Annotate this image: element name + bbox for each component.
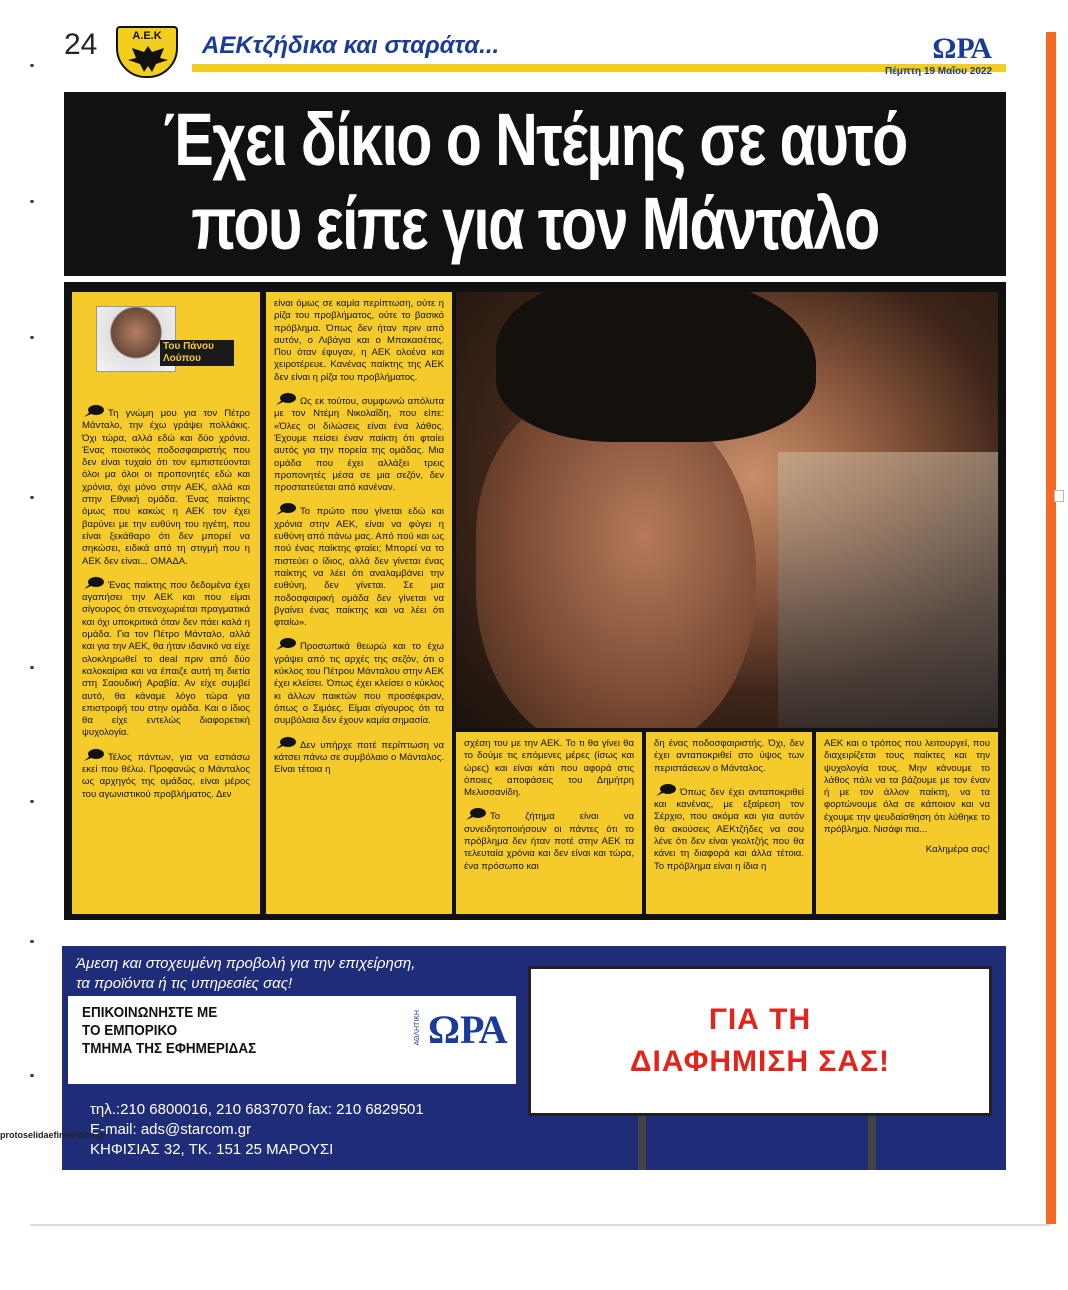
section-title: ΑΕΚτζήδικα και σταράτα...	[202, 32, 500, 59]
aek-logo-text: Α.Ε.Κ	[132, 30, 162, 42]
ad-email: E-mail: ads@starcom.gr	[90, 1121, 252, 1138]
pen-icon	[82, 576, 104, 590]
pen-icon	[82, 748, 104, 762]
article-column-1	[72, 292, 260, 914]
paragraph: δη ένας ποδοσφαιριστής. Όχι, δεν έχει ανταποκριθεί στο ύψος των περιστάσεων ο Μάνταλος.	[654, 738, 804, 774]
bottom-rule	[30, 1224, 1050, 1226]
ad-address: ΚΗΦΙΣΙΑΣ 32, ΤΚ. 151 25 ΜΑΡΟΥΣΙ	[90, 1141, 334, 1158]
pen-icon	[654, 783, 676, 797]
column-text	[274, 298, 444, 784]
article	[64, 282, 1006, 920]
author-byline	[160, 340, 234, 366]
issue-date: Πέμπτη 19 Μαΐου 2022	[885, 66, 992, 77]
page-header	[62, 26, 1006, 82]
billboard	[528, 966, 992, 1116]
column-text	[82, 404, 250, 809]
paragraph: ΑΕΚ και ο τρόπος που λειτουργεί, που διαχειρίζεται τους παίκτες και την ψυχολογία τους. Μην κάνουμε το λάθος πάλι να τα βάζουμε με τον έναν ή με τον άλλον παίκτη, να τα φορτώνουμε όλα σε κάποιον και να έχουμε την ψευδαίσθηση ότι λύθηκε το πρόβλημα. Νισάφι πια...	[824, 738, 990, 836]
pen-icon	[82, 404, 104, 418]
article-column-4	[646, 732, 812, 914]
paragraph: Ένας παίκτης που δεδομένα έχει αγαπήσει την ΑΕΚ και που είμαι σίγουρος ότι στενοχωριέται πραγματικά και όχι υποκριτικά όταν δεν πάει καλά η ομάδα. Για τον Πέτρο Μάνταλο, αλλά και για την ΑΕΚ, θα ήταν ιδανικό να είχε ολοκληρωθεί το deal πριν από δύο καλοκαίρια και να έπαιζε αυτή τη διετία στη Σαουδική Αραβία. Αν είχε συμβεί αυτό, θα κάναμε λόγο τώρα για επιστροφή του στην ομάδα. Και ο ίδιος θα είχε εντελώς διαφορετική ψυχολογία.	[82, 576, 250, 740]
ad-logo-subtitle: ΑΘΛΗΤΙΚΗ	[414, 1010, 421, 1046]
eagle-icon	[126, 42, 170, 74]
ad-tagline-line-2: τα προϊόντα ή τις υπηρεσίες σας!	[76, 975, 293, 992]
ad-phone: τηλ.:210 6800016, 210 6837070 fax: 210 6829501	[90, 1101, 424, 1118]
column-text	[464, 738, 634, 881]
billboard-text: ΓΙΑ ΤΗ ΔΙΑΦΗΜΙΣΗ ΣΑΣ!	[629, 1003, 891, 1078]
ad-contact-details	[90, 1100, 424, 1160]
paragraph: Το πρώτο που γίνεται εδώ και χρόνια στην ΑΕΚ, είναι να φύγει η ευθύνη από πάνω μας. Από πού και ως πού ένας παίκτης φταίει; Μπορεί να το πιστεύει ο ίδιος, αλλά δεν γίνεται ένας παίκτης να λέει ότι αναλαμβάνει την ευθύνη, δεν γίνεται. Σε μια ποδοσφαιρική ομάδα δεν γίνεται να βγαίνει ένας παίκτης και να λέει ότι φταίω».	[274, 502, 444, 629]
source-credit: protoselidaefimeridon.gr	[0, 1130, 107, 1140]
header-rule	[192, 64, 1006, 72]
paragraph: Το ζήτημα είναι να συνειδητοποιήσουν οι πάντες ότι το πρόβλημα δεν ήταν ποτέ στην ΑΕΚ τα τελευταία χρόνια και δεν είναι και τώρα, ένα πρόσωπο και	[464, 807, 634, 872]
ad-tagline	[76, 954, 415, 994]
headline-line-2: που είπε για τον Μάνταλο	[191, 182, 879, 265]
page-edge-bar	[1046, 32, 1056, 1224]
pen-icon	[464, 807, 486, 821]
newspaper-brand: ΩΡΑ	[932, 32, 992, 65]
article-signoff: Καλημέρα σας!	[925, 844, 990, 856]
pen-icon	[274, 392, 296, 406]
ad-tagline-line-1: Άμεση και στοχευμένη προβολή για την επιχείρηση,	[76, 955, 416, 972]
headline	[158, 98, 912, 266]
paragraph: Ως εκ τούτου, συμφωνώ απόλυτα με τον Ντέμη Νικολαΐδη, που είπε: «Όλες οι διλώσεις είναι ένα λάθος. Έχουμε πείσει έναν παίκτη ότι φταίει αυτός για την πορεία της ομάδας. Μια ομάδα που έχει αλλάξει τρεις προπονητές μέσα σε μια σεζόν, δεν προστατεύεται από κανέναν.	[274, 392, 444, 494]
article-column-5	[816, 732, 998, 914]
paragraph: Προσωπικά θεωρώ και το έχω γράψει από τις αρχές της σεζόν, ότι ο κύκλος του Πέτρου Μάνταλου στην ΑΕΚ έχει κλείσει. Όπως έχει κλείσει ο κύκλος κι άλλων παικτών που προσέφεραν, όπως ο Σιμόες. Είμαι σίγουρος ότι τα συμβόλαια δεν έχουν καμία σημασία.	[274, 637, 444, 727]
ad-logo: ΩΡΑ	[428, 1007, 508, 1052]
paragraph: σχέση του με την ΑΕΚ. Το τι θα γίνει θα το δούμε τις επόμενες μέρες (ίσως και ώρες) και είναι κάτι που αφορά στις όποιες αποφάσεις του Δημήτρη Μελισσανίδη.	[464, 738, 634, 799]
ad-contact-panel	[68, 996, 516, 1084]
headline-line-1: Έχει δίκιο ο Ντέμης σε αυτό	[163, 98, 907, 181]
player-photo	[456, 292, 998, 728]
author-byline-line-2: Λούπου	[163, 353, 201, 364]
article-column-2	[266, 292, 452, 914]
ad-contact-text: ΕΠΙΚΟΙΝΩΝΗΣΤΕ ΜΕ ΤΟ ΕΜΠΟΡΙΚΟ ΤΜΗΜΑ ΤΗΣ ΕΦΗΜΕΡΙΔΑΣ	[82, 1004, 257, 1057]
aek-logo	[116, 26, 178, 78]
page-number: 24	[64, 28, 98, 61]
column-text	[824, 738, 990, 857]
paragraph: είναι όμως σε καμία περίπτωση, ούτε η ρίζα του προβλήματος, ούτε το βασικό πρόβλημα. Όπως δεν ήταν πριν από αυτόν, ο Λιβάγια και ο Μπακασέτας. Που όταν έφυγαν, η ΑΕΚ ολοένα και χειροτέρευε. Κανένας παίκτης της ΑΕΚ δεν είναι η ρίζα του προβλήματος.	[274, 298, 444, 383]
paragraph: Τέλος πάντων, για να εστιάσω εκεί που θέλω. Προφανώς ο Μάνταλος ως αρχηγός της ομάδας, είναι μέρος του αγωνιστικού προβλήματος. Δεν	[82, 748, 250, 801]
article-column-3	[456, 732, 642, 914]
paragraph: Τη γνώμη μου για τον Πέτρο Μάνταλο, την έχω γράψει πολλάκις. Όχι τώρα, αλλά εδώ και δύο χρόνια. Ένας ποιοτικός ποδοσφαιριστής που δεν είναι τυχαίο ότι τον εμπιστεύονται όλοι μα όλοι οι προπονητές εδώ και χρόνια, όχι μόνο στην ΑΕΚ, αλλά και στην Εθνική ομάδα. Ένας παίκτης όμως που κακώς η ΑΕΚ τον έχει βαρύνει με την ευθύνη του ηγέτη, που είναι ξεκάθαρο ότι δεν μπορεί να σηκώσει, ειδικά από τη στιγμή που η ΑΕΚ δεν είναι... ΟΜΑΔΑ.	[82, 404, 250, 568]
paragraph: Όπως δεν έχει ανταποκριθεί και κανένας, με εξαίρεση τον Σέρχιο, που ακόμα και για αυτόν θα ακούσεις ΑΕΚτζήδες να σου λένε ότι δεν είναι γκολτζής που θα κάνει τη διαφορά και άλλα τέτοια. Το πρόβλημα είναι η ίδια η	[654, 783, 804, 873]
paragraph: Δεν υπήρχε ποτέ περίπτωση να κάτσει πάνω σε συμβόλαιο ο Μάνταλος. Είναι τέτοια η	[274, 736, 444, 777]
author-byline-line-1: Του Πάνου	[163, 341, 214, 352]
billboard-legs	[528, 1116, 992, 1170]
pen-icon	[274, 637, 296, 651]
page-edge-mark	[1054, 490, 1064, 502]
column-text	[654, 738, 804, 881]
pen-icon	[274, 736, 296, 750]
headline-box	[64, 92, 1006, 276]
pen-icon	[274, 502, 296, 516]
